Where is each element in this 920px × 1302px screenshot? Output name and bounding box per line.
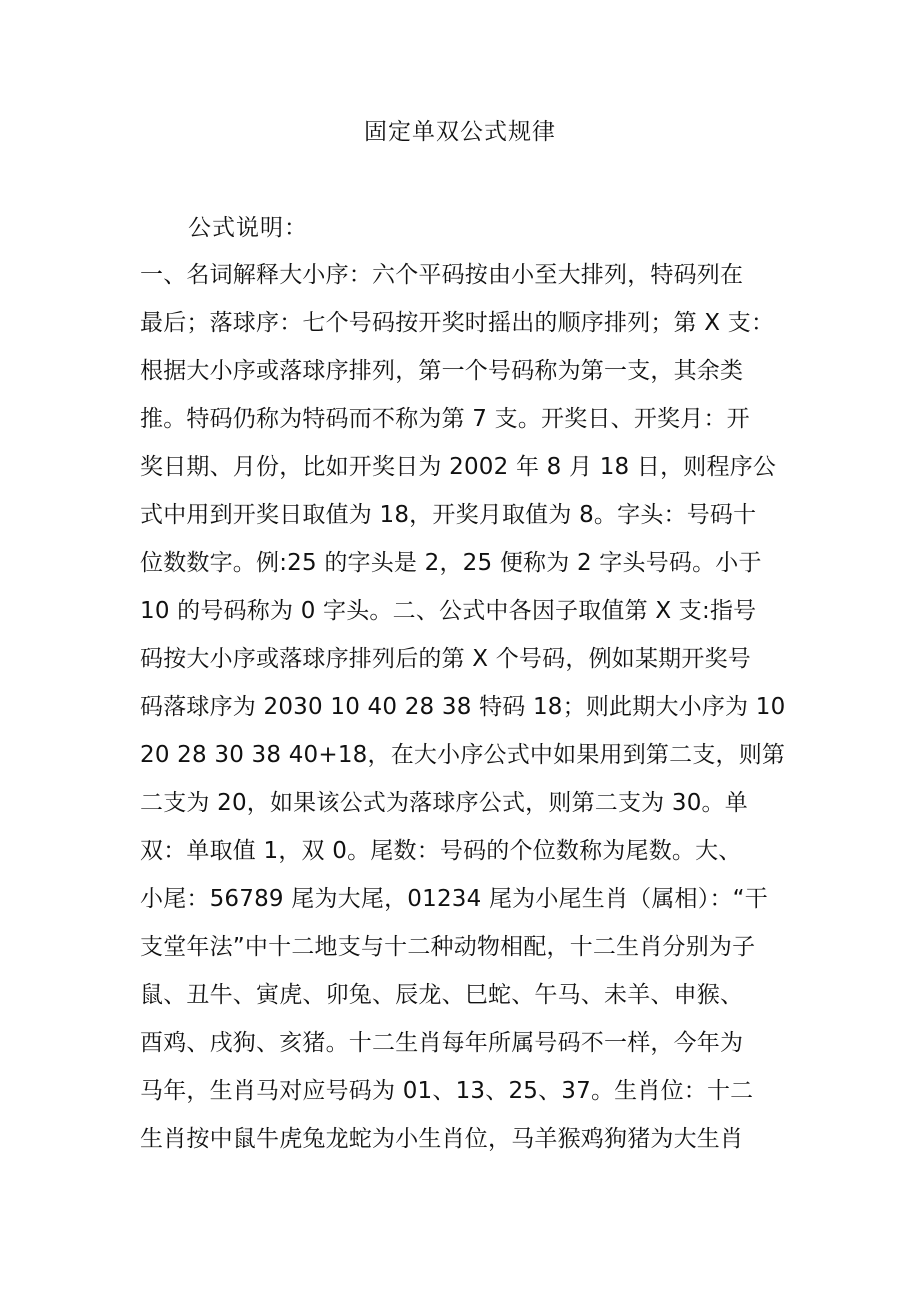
text-line: 10 的号码称为 0 字头。二、公式中各因子取值第 X 支:指号 (140, 598, 757, 624)
text-line: 马年，生肖马对应号码为 01、13、25、37。生肖位：十二 (140, 1078, 754, 1104)
text-line: 酉鸡、戌狗、亥猪。十二生肖每年所属号码不一样，今年为 (140, 1030, 744, 1056)
text-line: 一、名词解释大小序：六个平码按由小至大排列，特码列在 (140, 262, 744, 288)
text-line: 双：单取值 1，双 0。尾数：号码的个位数称为尾数。大、 (140, 838, 742, 864)
text-line: 最后；落球序：七个号码按开奖时摇出的顺序排列；第 X 支： (140, 310, 775, 336)
text-line: 小尾：56789 尾为大尾，01234 尾为小尾生肖（属相）：“干 (140, 886, 768, 912)
text-line: 鼠、丑牛、寅虎、卯兔、辰龙、巳蛇、午马、未羊、申猴、 (140, 982, 744, 1008)
body-text (140, 255, 790, 1167)
document-title: 固定单双公式规律 (364, 119, 556, 145)
text-line: 码按大小序或落球序排列后的第 X 个号码，例如某期开奖号 (140, 646, 751, 672)
text-line: 20 28 30 38 40+18，在大小序公式中如果用到第二支，则第 (140, 742, 786, 768)
text-line: 根据大小序或落球序排列，第一个号码称为第一支，其余类 (140, 358, 744, 384)
text-line: 位数数字。例:25 的字头是 2，25 便称为 2 字头号码。小于 (140, 550, 762, 576)
text-line: 支堂年法”中十二地支与十二种动物相配，十二生肖分别为子 (140, 934, 756, 960)
text-line: 二支为 20，如果该公式为落球序公式，则第二支为 30。单 (140, 790, 748, 816)
text-line: 生肖按中鼠牛虎兔龙蛇为小生肖位，马羊猴鸡狗猪为大生肖 (140, 1126, 744, 1152)
text-line: 式中用到开奖日取值为 18，开奖月取值为 8。字头：号码十 (140, 502, 757, 528)
text-line: 码落球序为 2030 10 40 28 38 特码 18；则此期大小序为 10 (140, 694, 786, 720)
text-line: 奖日期、月份，比如开奖日为 2002 年 8 月 18 日，则程序公 (140, 454, 777, 480)
text-line: 推。特码仍称为特码而不称为第 7 支。开奖日、开奖月：开 (140, 406, 750, 432)
section-label: 公式说明： (188, 215, 308, 241)
